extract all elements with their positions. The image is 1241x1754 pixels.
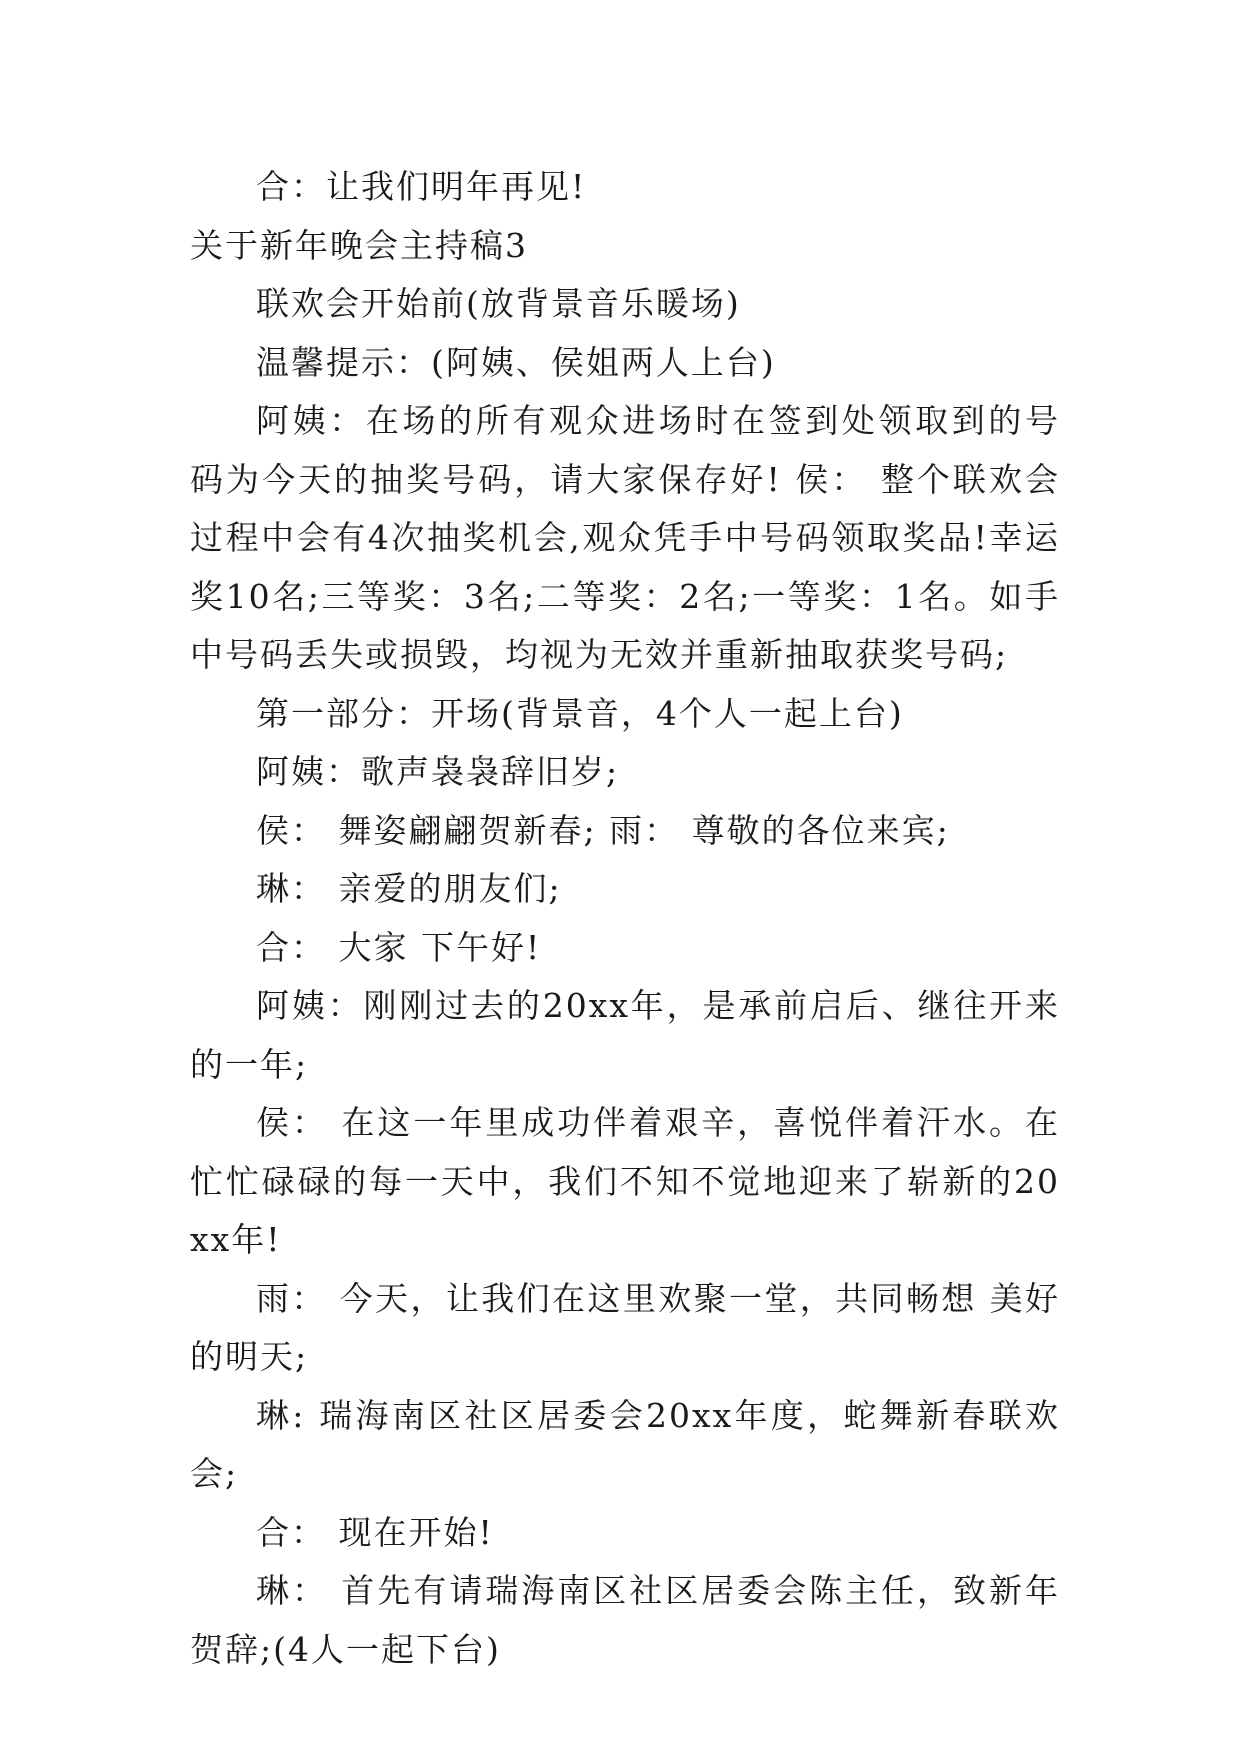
paragraph-reminder: 温馨提示：(阿姨、侯姐两人上台)	[256, 342, 776, 382]
paragraph-line: 阿姨：歌声袅袅辞旧岁;	[256, 752, 620, 791]
paragraph-line: 琳: 瑞海南区社区居委会20xx年度，蛇舞新春联欢会;	[190, 1395, 1060, 1493]
paragraph-line: 合： 现在开始!	[256, 1512, 494, 1552]
section-heading: 关于新年晚会主持稿3	[190, 225, 528, 265]
paragraph-pre-show: 联欢会开始前(放背景音乐暖场)	[256, 284, 741, 323]
paragraph-line: 琳： 首先有请瑞海南区社区居委会陈主任，致新年贺辞;(4人一起下台)	[190, 1571, 1060, 1669]
paragraph-line: 侯： 舞姿翩翩贺新春; 雨： 尊敬的各位来宾;	[256, 810, 950, 850]
paragraph-line: 琳： 亲爱的朋友们;	[256, 869, 562, 908]
paragraph-part-one: 第一部分：开场(背景音，4个人一起上台)	[256, 693, 904, 733]
paragraph-line: 合： 大家 下午好!	[256, 927, 542, 967]
paragraph-closing-line: 合：让我们明年再见!	[256, 167, 587, 206]
paragraph-line: 雨： 今天，让我们在这里欢聚一堂，共同畅想 美好的明天;	[190, 1278, 1060, 1376]
document-body	[190, 158, 1060, 1679]
paragraph-line: 侯： 在这一年里成功伴着艰辛，喜悦伴着汗水。在忙忙碌碌的每一天中，我们不知不觉地迎来了崭新的20xx年!	[190, 1103, 1060, 1259]
paragraph-line: 阿姨：刚刚过去的20xx年，是承前启后、继往开来的一年;	[190, 986, 1060, 1084]
paragraph-lottery-rules: 阿姨：在场的所有观众进场时在签到处领取到的号码为今天的抽奖号码，请大家保存好! 侯： 整个联欢会过程中会有4次抽奖机会,观众凭手中号码领取奖品!幸运奖10名;三等奖：3名;二等奖：2名;一等奖：1名。如手中号码丢失或损毁，均视为无效并重新抽取获奖号码;	[190, 401, 1060, 674]
